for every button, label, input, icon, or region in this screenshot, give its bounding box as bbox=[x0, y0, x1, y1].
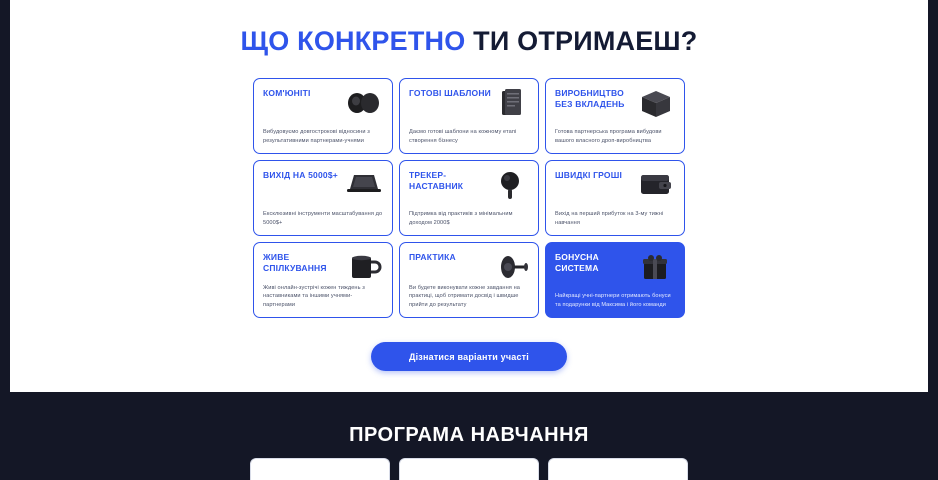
card-desc: Живі онлайн-зустрічі кожен тиждень з наставниками та іншими учнями-партнерами bbox=[263, 284, 365, 308]
program-card[interactable] bbox=[548, 458, 688, 480]
benefit-card-templates[interactable] bbox=[399, 78, 539, 154]
program-card[interactable] bbox=[399, 458, 539, 480]
benefit-card-production[interactable] bbox=[545, 78, 685, 154]
benefit-card-income[interactable] bbox=[253, 160, 393, 236]
left-rail bbox=[0, 0, 10, 392]
benefit-card-bonus-system[interactable] bbox=[545, 242, 685, 318]
card-desc: Готова партнерська програма вибудови вашого власного дроп-виробництва bbox=[555, 129, 662, 144]
box-icon bbox=[632, 87, 678, 121]
card-title: ПРАКТИКА bbox=[409, 252, 456, 262]
card-desc: Вибудовуємо довгострокові відносини з результативними партнерами-учнями bbox=[263, 129, 370, 144]
page-title-rest: ТИ ОТРИМАЕШ? bbox=[473, 26, 698, 56]
card-desc: Підтримка від практиків з мінімальним доходом 2000$ bbox=[409, 211, 513, 226]
program-card[interactable] bbox=[250, 458, 390, 480]
benefit-card-community[interactable] bbox=[253, 78, 393, 154]
benefit-card-practice[interactable] bbox=[399, 242, 539, 318]
card-title: ГОТОВІ ШАБЛОНИ bbox=[409, 88, 491, 98]
mug-icon bbox=[340, 251, 386, 285]
card-desc: Даємо готові шаблони на кожному етапі створення бізнесу bbox=[409, 129, 517, 144]
microphone-icon bbox=[486, 169, 532, 203]
page-title-accent: ЩО КОНКРЕТНО bbox=[240, 26, 466, 56]
turbine-icon bbox=[486, 251, 532, 285]
card-desc: Ексклюзивні інструменти масштабування до 5000$+ bbox=[263, 211, 383, 226]
laptop-icon bbox=[340, 169, 386, 203]
card-title: БОНУСНА СИСТЕМА bbox=[555, 252, 599, 273]
right-rail bbox=[928, 0, 938, 392]
card-title: ВИРОБНИЦТВО БЕЗ ВКЛАДЕНЬ bbox=[555, 88, 625, 109]
page-title bbox=[0, 26, 938, 57]
card-desc: Ви будете виконувати кожне завдання на практиці, щоб отримати досвід і швидше прийти до результату bbox=[409, 284, 520, 308]
documents-icon bbox=[486, 87, 532, 121]
card-title: ЖИВЕ СПІЛКУВАННЯ bbox=[263, 252, 327, 273]
benefits-grid bbox=[253, 78, 685, 318]
program-cards bbox=[0, 458, 938, 480]
benefit-card-tracker[interactable] bbox=[399, 160, 539, 236]
gift-icon bbox=[632, 251, 678, 285]
wallet-icon bbox=[632, 169, 678, 203]
benefit-card-fast-money[interactable] bbox=[545, 160, 685, 236]
program-section bbox=[0, 392, 938, 480]
cta-button[interactable]: Дізнатися варіанти участі bbox=[371, 342, 567, 371]
program-section-title: ПРОГРАМА НАВЧАННЯ bbox=[349, 424, 589, 446]
benefit-card-live-communication[interactable] bbox=[253, 242, 393, 318]
card-title: ВИХІД НА 5000$+ bbox=[263, 170, 338, 180]
headphones-icon bbox=[340, 87, 386, 121]
card-desc: Вихід на перший прибуток на 3-му тижні навчання bbox=[555, 211, 664, 226]
card-desc: Найкращі учні-партнери отримають бонуси та подарунки від Максима і його команди bbox=[555, 293, 671, 308]
card-title: ШВИДКІ ГРОШІ bbox=[555, 170, 623, 180]
card-title: КОМ'ЮНІТІ bbox=[263, 88, 311, 98]
card-title: ТРЕКЕР-НАСТАВНИК bbox=[409, 170, 464, 191]
